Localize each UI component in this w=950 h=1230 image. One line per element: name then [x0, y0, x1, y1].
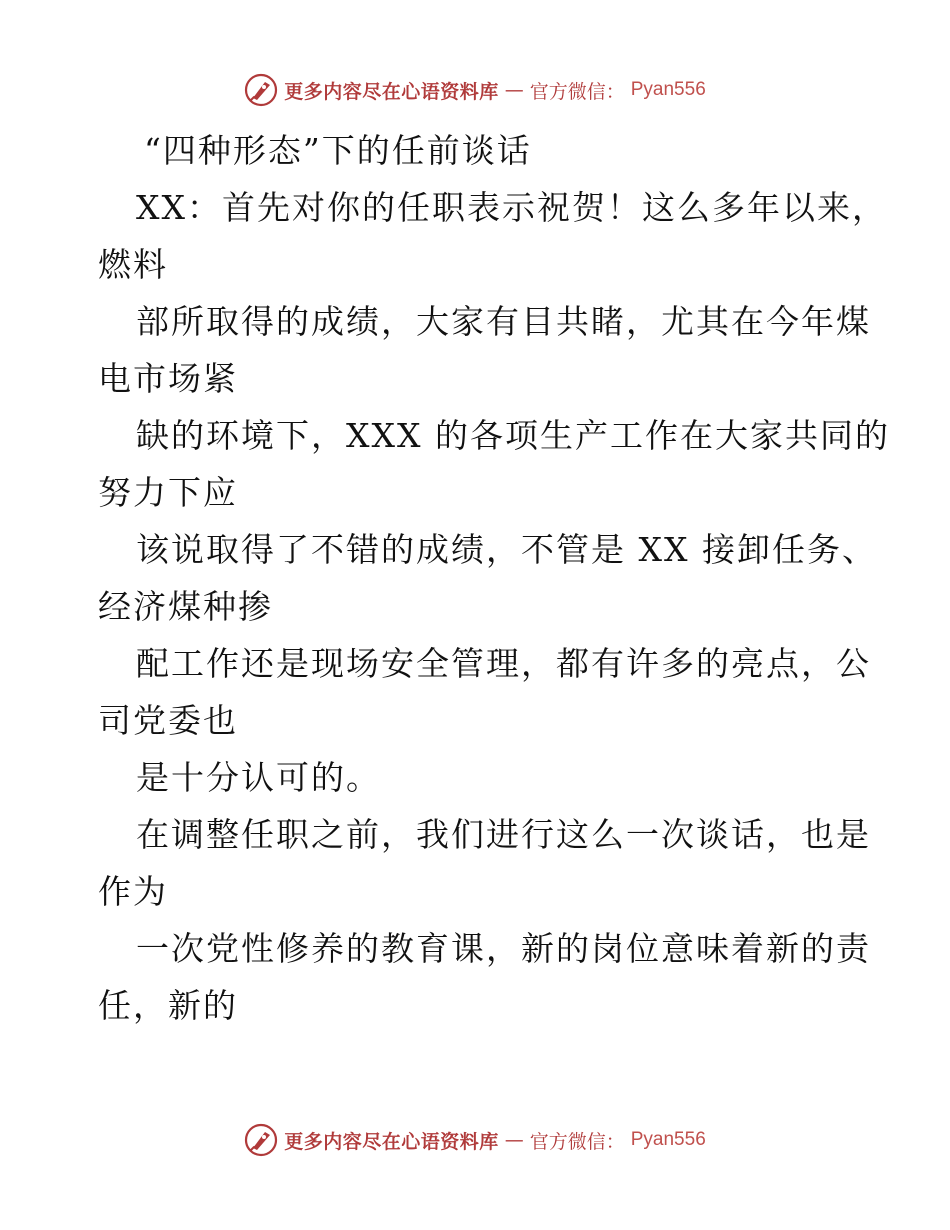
banner-separator: —	[504, 79, 524, 101]
paragraph-line: 作为	[98, 872, 168, 911]
paragraph-line: 燃料	[98, 245, 168, 284]
paragraph-line: 任，新的	[98, 986, 238, 1025]
paragraph-line: XX：首先对你的任职表示祝贺！这么多年以来，	[136, 188, 887, 227]
paragraph-line: 努力下应	[98, 473, 238, 512]
paragraph-line: 该说取得了不错的成绩，不管是 XX 接卸任务、	[136, 530, 877, 569]
paragraph-line: 电市场紧	[98, 359, 238, 398]
paragraph-line: 部所取得的成绩，大家有目共睹，尤其在今年煤	[136, 302, 871, 341]
paragraph-line: 经济煤种掺	[98, 587, 273, 626]
banner-main-text: 更多内容尽在心语资料库	[284, 80, 499, 103]
banner-official-label: 官方微信：	[529, 1130, 625, 1153]
pen-nib-logo-icon	[244, 1123, 278, 1157]
paragraph-line: 司党委也	[98, 701, 238, 740]
paragraph-line: 在调整任职之前，我们进行这么一次谈话，也是	[136, 815, 871, 854]
paragraph-line: 配工作还是现场安全管理，都有许多的亮点，公	[136, 644, 871, 683]
banner-main-text: 更多内容尽在心语资料库	[284, 1130, 499, 1153]
pen-nib-logo-icon	[244, 73, 278, 107]
header-banner	[0, 70, 950, 110]
banner-wechat-id: Pyan556	[630, 79, 706, 100]
banner-official-label: 官方微信：	[529, 80, 625, 103]
paragraph-line: 一次党性修养的教育课，新的岗位意味着新的责	[136, 929, 871, 968]
paragraph-line: 缺的环境下，XXX 的各项生产工作在大家共同的	[136, 416, 890, 455]
paragraph-line: 是十分认可的。	[136, 758, 381, 797]
footer-banner	[0, 1120, 950, 1160]
document-body	[98, 122, 890, 1034]
banner-wechat-id: Pyan556	[630, 1129, 706, 1150]
banner-separator: —	[504, 1129, 524, 1151]
document-title: “四种形态”下的任前谈话	[144, 131, 532, 170]
